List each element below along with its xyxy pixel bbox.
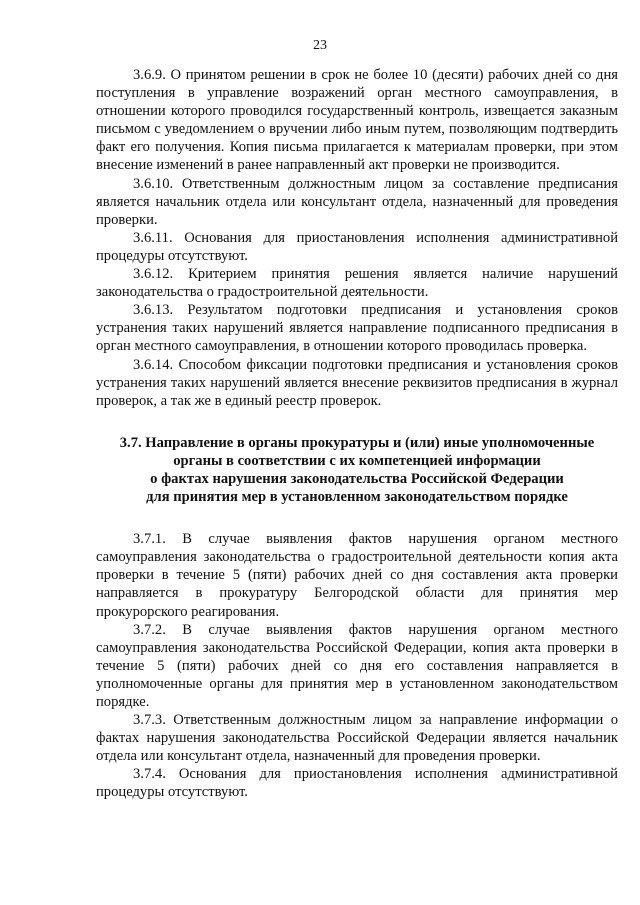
paragraph-3-6-10: 3.6.10. Ответственным должностным лицом за составление предписания является начальник отдела или консультант отдела, назначенный для проведения проверки. [96, 175, 618, 228]
section-3-7-heading [96, 434, 618, 506]
heading-line: о фактах нарушения законодательства Российской Федерации [150, 470, 564, 487]
paragraph-3-7-3: 3.7.3. Ответственным должностным лицом за направление информации о фактах нарушения законодательства Российской Федерации является начальник отдела или консультант отдела, назначенный для проведения проверки. [96, 712, 618, 765]
paragraph-3-6-13: 3.6.13. Результатом подготовки предписания и установления сроков устранения таких нарушений является направление подписанного предписания в орган местного самоуправления, в отношении которого проводилась проверка. [96, 302, 618, 355]
section-3-6 [96, 66, 618, 410]
section-3-7 [96, 530, 618, 801]
paragraph-3-7-4: 3.7.4. Основания для приостановления исполнения административной процедуры отсутствуют. [96, 766, 618, 801]
paragraph-3-6-12: 3.6.12. Критерием принятия решения является наличие нарушений законодательства о градостроительной деятельности. [96, 266, 618, 301]
paragraph-3-6-11: 3.6.11. Основания для приостановления исполнения административной процедуры отсутствуют. [96, 229, 618, 264]
paragraph-3-6-14: 3.6.14. Способом фиксации подготовки предписания и установления сроков устранения таких нарушений является внесение реквизитов предписания в журнал проверок, а так же в единый реестр проверок. [96, 356, 618, 409]
heading-line: для принятия мер в установленном законодательством порядке [146, 489, 568, 506]
page-content [96, 66, 618, 802]
paragraph-3-6-9: 3.6.9. О принятом решении в срок не более 10 (десяти) рабочих дней со дня поступления в управление возражений орган местного самоуправления, в отношении которого проводился государственный контроль, извещается заказным письмом с уведомлением о вручении либо иным путем, позволяющим подтвердить факт его получения. Копия письма прилагается к материалам проверки, при этом внесение изменений в ранее направленный акт проверки не производится. [96, 67, 618, 174]
heading-line: органы в соответствии с их компетенцией информации [173, 452, 541, 469]
heading-line: 3.7. Направление в органы прокуратуры и (или) иные уполномоченные [119, 434, 595, 451]
paragraph-3-7-2: 3.7.2. В случае выявления фактов нарушения органом местного самоуправления законодательства Российской Федерации, копия акта проверки в течение 5 (пяти) рабочих дней со дня его составления направляется в уполномоченные органы для принятия мер в установленном законодательством порядке. [96, 621, 618, 710]
page-number: 23 [313, 38, 327, 53]
paragraph-3-7-1: 3.7.1. В случае выявления фактов нарушения органом местного самоуправления законодательства о градостроительной деятельности копия акта проверки в течение 5 (пяти) рабочих дней со дня составления акта проверки направляется в прокуратуру Белгородской области для принятия мер прокурорского реагирования. [96, 531, 618, 620]
